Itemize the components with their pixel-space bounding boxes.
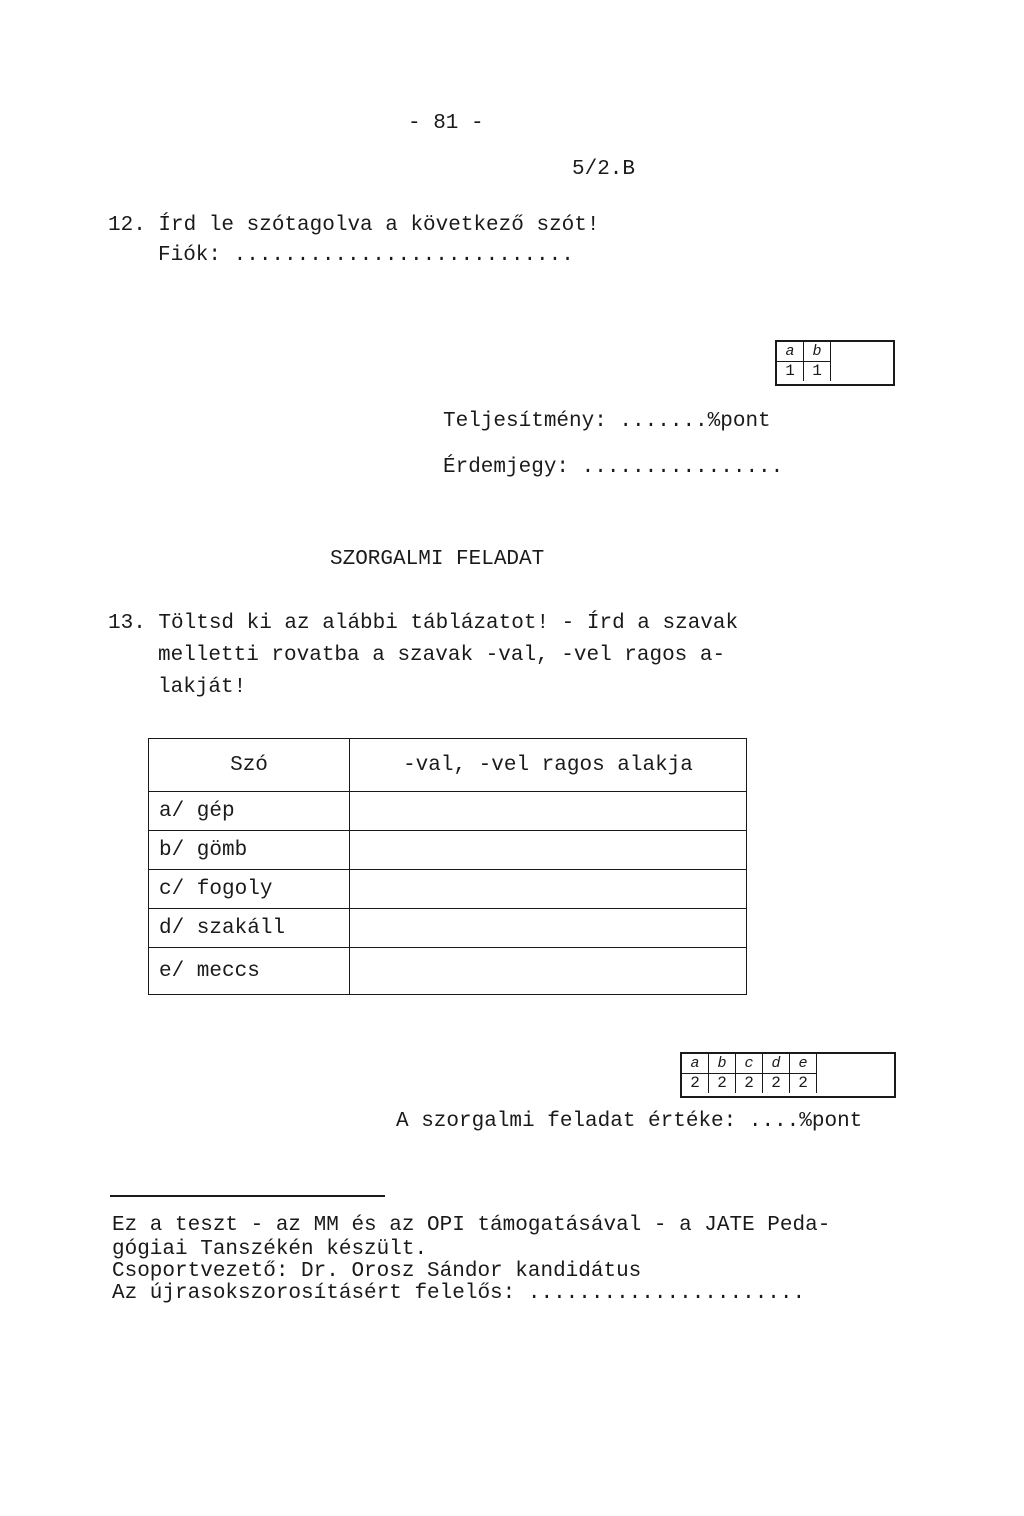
footnote-rule (110, 1195, 385, 1197)
task-12-answer-line: Fiók: ........................... (158, 244, 574, 267)
score-value: 2 (790, 1074, 817, 1093)
score-value: 2 (763, 1074, 790, 1093)
score-value: 2 (709, 1074, 736, 1093)
performance-field: Teljesítmény: .......%pont (443, 410, 771, 433)
section-title: SZORGALMI FELADAT (330, 548, 545, 571)
table-row (149, 831, 747, 870)
word-table (148, 738, 747, 995)
score-empty-cell (831, 342, 893, 384)
score-label: b (804, 342, 831, 362)
table-row (149, 948, 747, 995)
score-box-task-13 (680, 1052, 896, 1098)
task-13-line-1: 13. Töltsd ki az alábbi táblázatot! - Írd a szavak (108, 612, 739, 635)
answer-cell[interactable] (350, 909, 747, 948)
word-cell: c/ fogoly (149, 870, 350, 909)
extra-task-value: A szorgalmi feladat értéke: ....%pont (396, 1110, 863, 1133)
word-cell: b/ gömb (149, 831, 350, 870)
score-value: 2 (736, 1074, 763, 1093)
footer-line-3: Csoportvezető: Dr. Orosz Sándor kandidátus (112, 1260, 642, 1283)
answer-cell[interactable] (350, 831, 747, 870)
answer-cell[interactable] (350, 948, 747, 995)
footer-line-4: Az újrasokszorosításért felelős: ...................... (112, 1282, 806, 1305)
footer-line-1: Ez a teszt - az MM és az OPI támogatásával - a JATE Peda- (112, 1214, 831, 1237)
word-cell: d/ szakáll (149, 909, 350, 948)
answer-cell[interactable] (350, 870, 747, 909)
score-label: b (709, 1054, 736, 1074)
page-number: - 81 - (408, 112, 484, 135)
task-13-line-2: melletti rovatba a szavak -val, -vel ragos a- (158, 644, 726, 667)
score-label: a (682, 1054, 709, 1074)
score-value: 1 (804, 362, 831, 381)
score-label: d (763, 1054, 790, 1074)
task-13-line-3: lakját! (158, 676, 247, 699)
score-value: 2 (682, 1074, 709, 1093)
score-label: e (790, 1054, 817, 1074)
task-12-instruction: 12. Írd le szótagolva a következő szót! (108, 214, 600, 237)
score-label: a (777, 342, 804, 362)
answer-cell[interactable] (350, 792, 747, 831)
footer-line-2: gógiai Tanszékén készült. (112, 1238, 428, 1261)
score-empty-cell (817, 1054, 894, 1096)
table-row (149, 870, 747, 909)
table-header-row (149, 739, 747, 792)
score-value: 1 (777, 362, 804, 381)
word-cell: e/ meccs (149, 948, 350, 995)
document-code: 5/2.B (572, 158, 636, 181)
grade-field: Érdemjegy: ................ (443, 456, 784, 479)
table-row (149, 909, 747, 948)
score-box-task-12 (775, 340, 895, 386)
table-row (149, 792, 747, 831)
score-label: c (736, 1054, 763, 1074)
column-header-form: -val, -vel ragos alakja (350, 739, 747, 792)
word-cell: a/ gép (149, 792, 350, 831)
column-header-word: Szó (149, 739, 350, 792)
